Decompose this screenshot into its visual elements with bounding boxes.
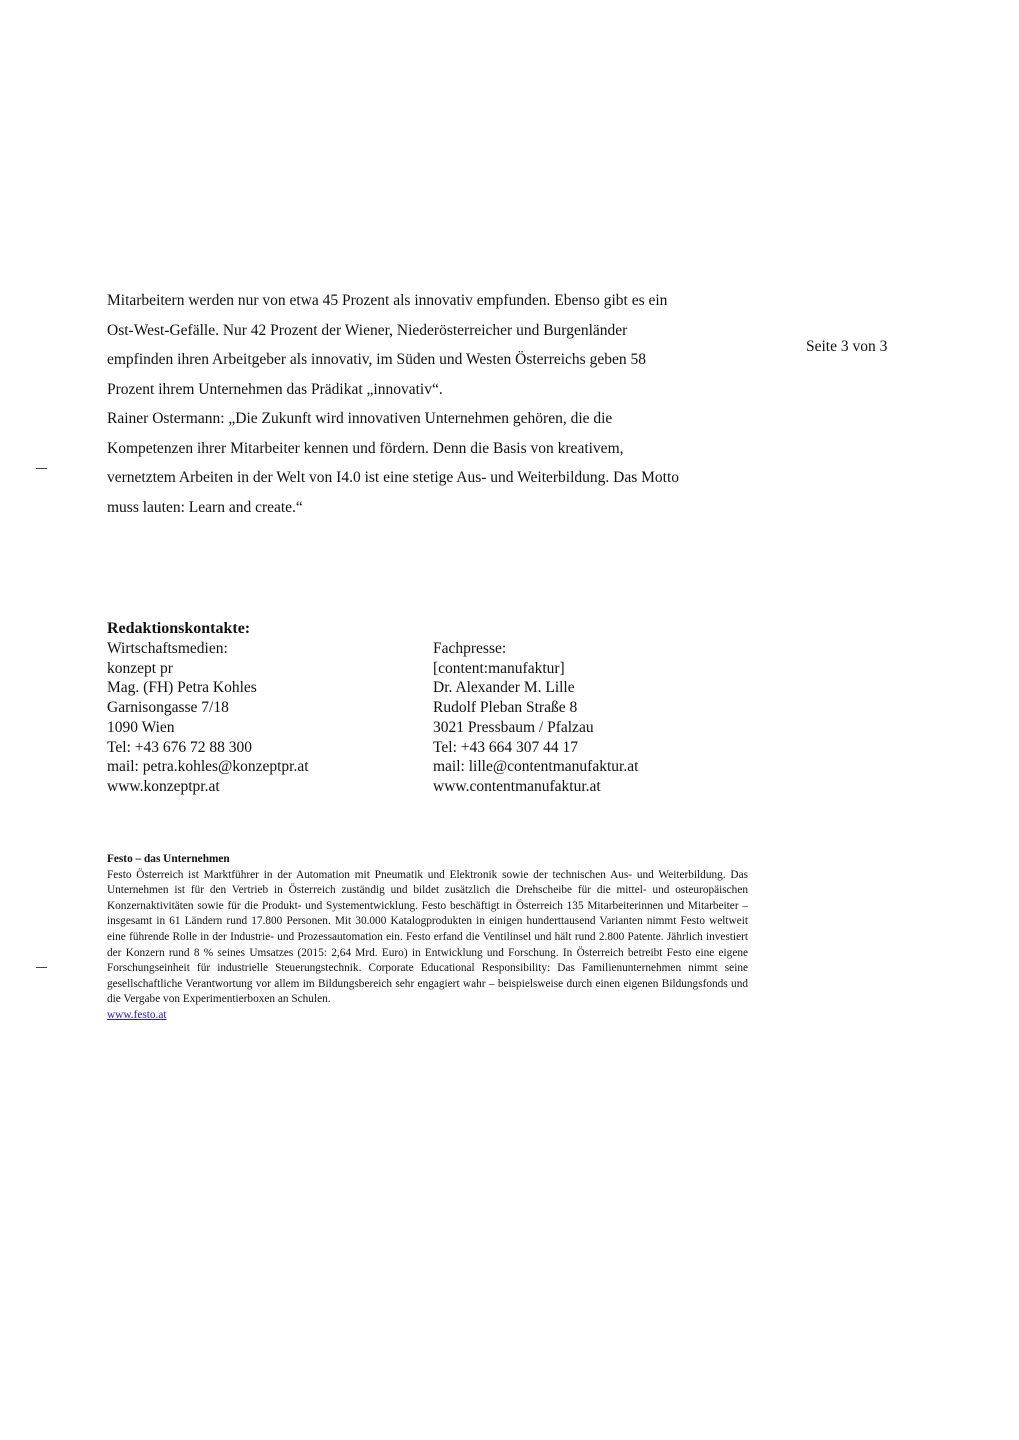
contact-line: 3021 Pressbaum / Pfalzau: [433, 718, 594, 736]
page-number: Seite 3 von 3: [806, 338, 888, 355]
margin-mark: [36, 967, 47, 968]
contact-column-trade-press: [433, 639, 638, 797]
contacts-heading: Redaktionskontakte:: [107, 620, 251, 637]
contact-line: Tel: +43 664 307 44 17: [433, 738, 578, 756]
contact-line: www.konzeptpr.at: [107, 777, 220, 795]
contact-line: Fachpresse:: [433, 640, 507, 657]
contact-line: mail: lille@contentmanufaktur.at: [433, 758, 639, 776]
contact-line: [content:manufaktur]: [433, 659, 565, 677]
contact-line: konzept pr: [107, 659, 173, 677]
body-text: [107, 286, 767, 522]
contact-line: Mag. (FH) Petra Kohles: [107, 679, 257, 697]
boilerplate-title: Festo – das Unternehmen: [107, 853, 230, 865]
contact-line: Dr. Alexander M. Lille: [433, 679, 575, 697]
body-line: Ost-West-Gefälle. Nur 42 Prozent der Wiener, Niederösterreicher und Burgenländer: [107, 321, 628, 339]
contact-line: Tel: +43 676 72 88 300: [107, 738, 252, 756]
contact-column-business-media: [107, 639, 309, 797]
contact-line: Rudolf Pleban Straße 8: [433, 699, 578, 717]
body-line: vernetztem Arbeiten in der Welt von I4.0 ist eine stetige Aus- und Weiterbildung. Das Motto: [107, 469, 680, 486]
body-line: Rainer Ostermann: „Die Zukunft wird innovativen Unternehmen gehören, die die: [107, 410, 613, 427]
body-line: muss lauten: Learn and create.“: [107, 498, 303, 516]
body-line: Kompetenzen ihrer Mitarbeiter kennen und fördern. Denn die Basis von kreativem,: [107, 439, 624, 457]
contact-line: mail: petra.kohles@konzeptpr.at: [107, 758, 309, 776]
company-boilerplate: [107, 852, 748, 1024]
boilerplate-text: Festo Österreich ist Marktführer in der Automation mit Pneumatik und Elektronik sowie der technischen Aus- und Weiterbildung. Das Unternehmen ist für den Vertrieb in Österreich zuständig und bildet zusätzlich die Drehscheibe für die mittel- und osteuropäischen Konzernaktivitäten sowie für die Produkt- und Systementwicklung. Festo beschäftigt in Österreich 135 Mitarbeiterinnen und Mitarbeiter – insgesamt in 61 Ländern rund 17.800 Personen. Mit 30.000 Katalogprodukten in einigen hunderttausend Varianten nimmt Festo weltweit eine führende Rolle in der Industrie- und Prozessautomation ein. Festo erfand die Ventilinsel und hält rund 2.800 Patente. Jährlich investiert der Konzern rund 8 % seines Umsatzes (2015: 2,64 Mrd. Euro) in Entwicklung und Forschung. In Österreich betreibt Festo eine eigene Forschungseinheit für industrielle Steuerungstechnik. Corporate Educational Responsibility: Das Familienunternehmen nimmt seine gesellschaftliche Verantwortung vor allem im Bildungsbereich sehr engagiert wahr – beispielsweise durch einen eigenen Bildungsfonds und die Vergabe von Experimentierboxen an Schulen.: [107, 868, 748, 1006]
contact-line: Wirtschaftsmedien:: [107, 640, 228, 657]
margin-mark: [36, 468, 47, 469]
body-line: empfinden ihren Arbeitgeber als innovativ, im Süden und Westen Österreichs geben 58: [107, 351, 646, 368]
contact-line: Garnisongasse 7/18: [107, 699, 229, 717]
body-line: Mitarbeitern werden nur von etwa 45 Prozent als innovativ empfunden. Ebenso gibt es ein: [107, 292, 668, 309]
festo-website-link[interactable]: www.festo.at: [107, 1008, 167, 1021]
contact-line: www.contentmanufaktur.at: [433, 777, 601, 795]
body-line: Prozent ihrem Unternehmen das Prädikat „innovativ“.: [107, 380, 443, 398]
contact-line: 1090 Wien: [107, 718, 175, 736]
